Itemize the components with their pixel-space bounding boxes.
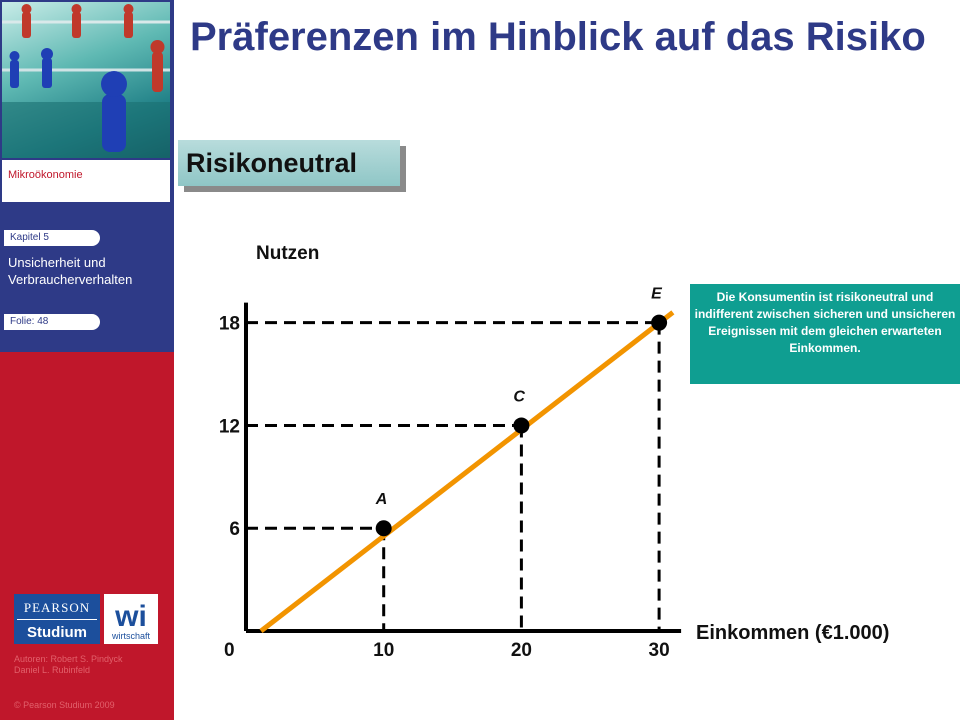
subtitle-label: Risikoneutral bbox=[186, 148, 358, 178]
y-tick-label: 6 bbox=[229, 519, 240, 541]
y-tick-label: 18 bbox=[218, 313, 240, 335]
x-tick-label: 30 bbox=[648, 640, 670, 661]
chapter-title: Unsicherheit und Verbraucherverhalten bbox=[8, 255, 133, 287]
x-tick-label: 20 bbox=[510, 640, 532, 661]
slide-title: Präferenzen im Hinblick auf das Risiko bbox=[190, 15, 926, 59]
authors-line-2: Daniel L. Rubinfeld bbox=[14, 665, 91, 675]
point-E bbox=[651, 315, 667, 331]
point-A bbox=[376, 520, 392, 536]
chapter-badge: Kapitel 5 bbox=[4, 230, 100, 246]
y-axis-label: Nutzen bbox=[256, 243, 320, 264]
point-label-E: E bbox=[651, 285, 662, 303]
authors-line-1: Autoren: Robert S. Pindyck bbox=[14, 654, 123, 664]
point-label-A: A bbox=[375, 491, 388, 509]
x-tick-label: 10 bbox=[373, 640, 395, 661]
y-tick-label: 12 bbox=[218, 416, 240, 438]
slide-number-badge: Folie: 48 bbox=[4, 314, 100, 330]
origin-label: 0 bbox=[224, 640, 235, 661]
utility-line bbox=[261, 312, 673, 631]
chart-marks bbox=[219, 286, 670, 661]
x-axis-label: Einkommen (€1.000) bbox=[696, 622, 890, 644]
copyright: © Pearson Studium 2009 bbox=[14, 700, 115, 710]
point-C bbox=[513, 417, 529, 433]
publisher-name-top: PEARSON bbox=[23, 600, 91, 615]
explanation-note: Die Konsumentin ist risikoneutral und indifferent zwischen sicheren und unsicheren Ereignissen mit dem gleichen erwarteten Einkommen. bbox=[690, 284, 960, 384]
course-name: Mikroökonomie bbox=[8, 169, 83, 181]
point-label-C: C bbox=[513, 388, 525, 406]
wi-logo-text: wi bbox=[115, 600, 147, 633]
wi-logo-subtext: wirtschaft bbox=[111, 631, 151, 641]
publisher-name-bottom: Studium bbox=[27, 624, 87, 641]
